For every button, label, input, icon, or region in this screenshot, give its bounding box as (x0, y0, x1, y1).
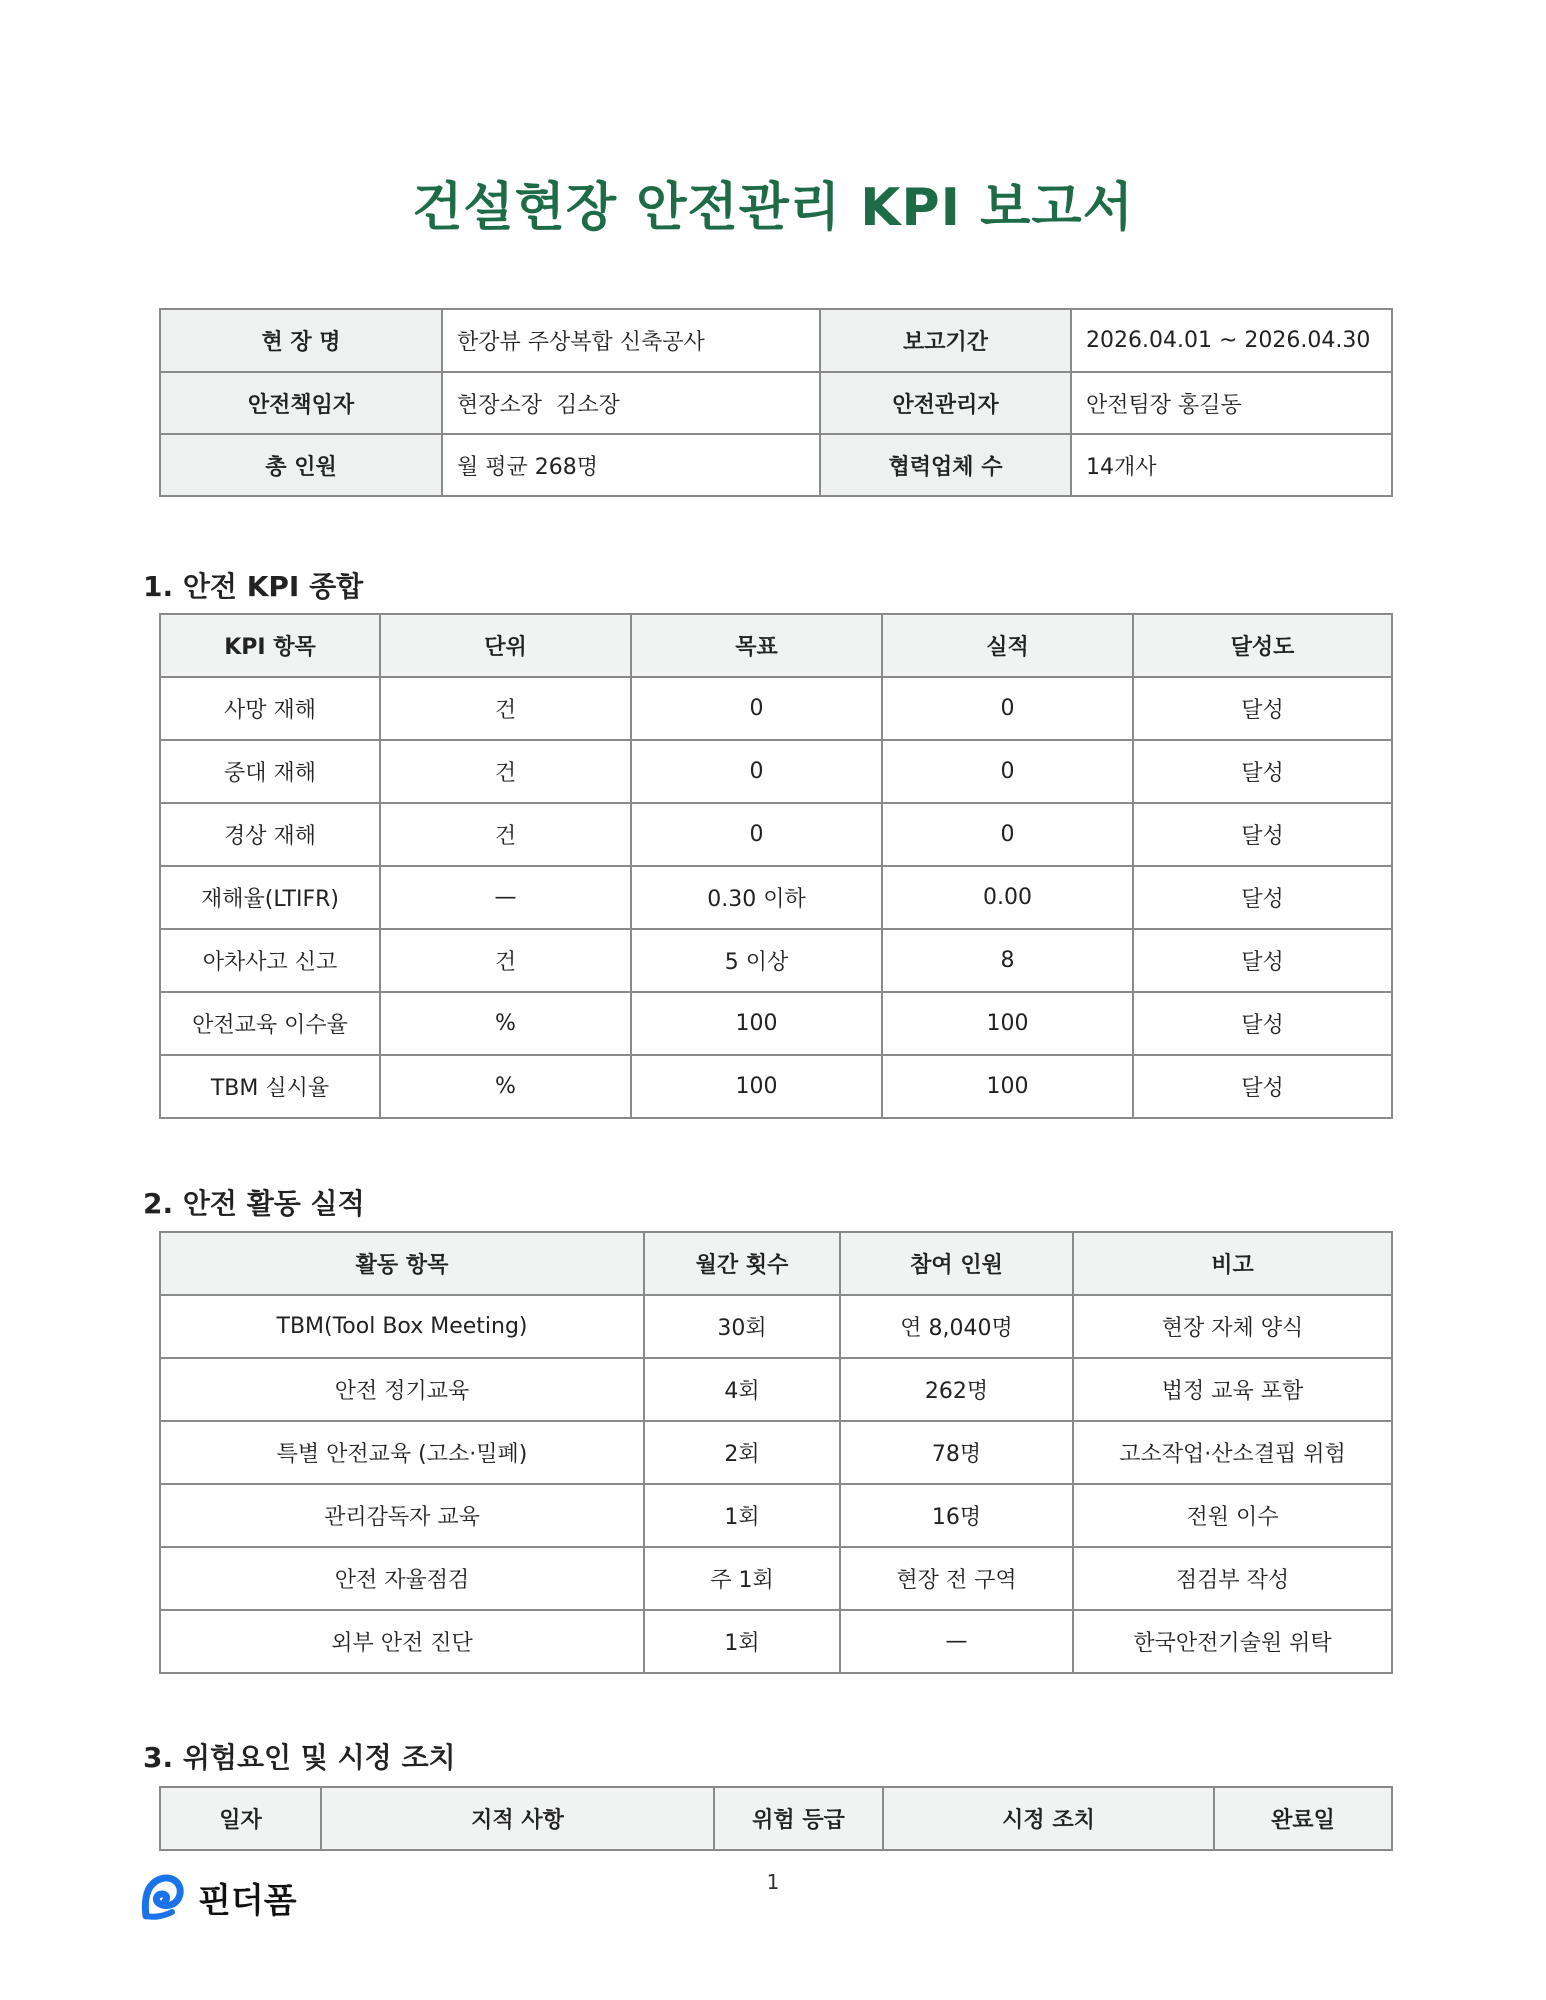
column-header: 단위 (380, 614, 631, 677)
info-label: 현 장 명 (160, 309, 442, 372)
table-cell: 현장 자체 양식 (1073, 1295, 1392, 1358)
table-cell: 4회 (644, 1358, 840, 1421)
table-row (160, 1484, 1392, 1547)
table-row (160, 1055, 1392, 1118)
column-header: 완료일 (1214, 1787, 1392, 1850)
table-cell: 100 (631, 1055, 882, 1118)
table-cell: 점검부 작성 (1073, 1547, 1392, 1610)
table-cell: 0 (882, 677, 1133, 740)
table-cell: 주 1회 (644, 1547, 840, 1610)
table-cell: 0 (631, 677, 882, 740)
table-cell: 8 (882, 929, 1133, 992)
brand-logo (140, 1872, 297, 1922)
table-cell: 건 (380, 803, 631, 866)
table-cell: 안전 정기교육 (160, 1358, 644, 1421)
table-cell: 재해율(LTIFR) (160, 866, 380, 929)
info-row (160, 434, 1392, 496)
brand-logo-icon (140, 1872, 186, 1922)
table-cell: 외부 안전 진단 (160, 1610, 644, 1673)
column-header: 참여 인원 (840, 1232, 1073, 1295)
column-header: 목표 (631, 614, 882, 677)
table-cell: 달성 (1133, 803, 1392, 866)
table-cell: 관리감독자 교육 (160, 1484, 644, 1547)
table-row (160, 866, 1392, 929)
table-cell: 100 (882, 992, 1133, 1055)
info-label: 안전관리자 (820, 372, 1071, 434)
table-row (160, 1421, 1392, 1484)
table-cell: 건 (380, 677, 631, 740)
table-cell: % (380, 992, 631, 1055)
table-cell: 달성 (1133, 929, 1392, 992)
table-cell: 16명 (840, 1484, 1073, 1547)
info-table (159, 308, 1393, 497)
column-header: 비고 (1073, 1232, 1392, 1295)
info-value: 월 평균 268명 (442, 434, 820, 496)
table-cell: 법정 교육 포함 (1073, 1358, 1392, 1421)
table-row (160, 1295, 1392, 1358)
table-cell: 100 (882, 1055, 1133, 1118)
table-cell: 262명 (840, 1358, 1073, 1421)
column-header: 월간 횟수 (644, 1232, 840, 1295)
table-cell: 달성 (1133, 677, 1392, 740)
table-row (160, 1610, 1392, 1673)
table-cell: TBM(Tool Box Meeting) (160, 1295, 644, 1358)
column-header: 활동 항목 (160, 1232, 644, 1295)
table-row (160, 740, 1392, 803)
table-cell: 5 이상 (631, 929, 882, 992)
hazard-table (159, 1786, 1393, 1851)
table-cell: 1회 (644, 1610, 840, 1673)
table-cell: 100 (631, 992, 882, 1055)
column-header: 달성도 (1133, 614, 1392, 677)
table-cell: — (380, 866, 631, 929)
table-cell: 78명 (840, 1421, 1073, 1484)
table-cell: 건 (380, 740, 631, 803)
table-cell: 고소작업·산소결핍 위험 (1073, 1421, 1392, 1484)
table-cell: 0 (631, 740, 882, 803)
table-cell: 달성 (1133, 992, 1392, 1055)
page-title: 건설현장 안전관리 KPI 보고서 (412, 178, 1134, 238)
info-value: 2026.04.01 ~ 2026.04.30 (1071, 309, 1392, 372)
table-cell: 안전 자율점검 (160, 1547, 644, 1610)
table-cell: 1회 (644, 1484, 840, 1547)
table-cell: 달성 (1133, 866, 1392, 929)
section-heading: 3. 위험요인 및 시정 조치 (143, 1741, 456, 1774)
table-header-row (160, 614, 1392, 677)
table-cell: 중대 재해 (160, 740, 380, 803)
column-header: 지적 사항 (321, 1787, 714, 1850)
info-row (160, 372, 1392, 434)
table-row (160, 677, 1392, 740)
info-label: 안전책임자 (160, 372, 442, 434)
kpi-table (159, 613, 1393, 1119)
table-row (160, 1358, 1392, 1421)
table-row (160, 803, 1392, 866)
info-value: 현장소장 김소장 (442, 372, 820, 434)
table-cell: 전원 이수 (1073, 1484, 1392, 1547)
table-cell: TBM 실시율 (160, 1055, 380, 1118)
section-heading: 2. 안전 활동 실적 (143, 1187, 365, 1220)
info-row (160, 309, 1392, 372)
table-cell: 달성 (1133, 1055, 1392, 1118)
column-header: 위험 등급 (714, 1787, 883, 1850)
table-cell: 2회 (644, 1421, 840, 1484)
table-cell: 경상 재해 (160, 803, 380, 866)
column-header: 실적 (882, 614, 1133, 677)
table-cell: 연 8,040명 (840, 1295, 1073, 1358)
table-cell: 달성 (1133, 740, 1392, 803)
info-label: 총 인원 (160, 434, 442, 496)
table-cell: 건 (380, 929, 631, 992)
section-heading: 1. 안전 KPI 종합 (143, 570, 364, 603)
info-label: 협력업체 수 (820, 434, 1071, 496)
table-cell: 안전교육 이수율 (160, 992, 380, 1055)
activity-table (159, 1231, 1393, 1674)
column-header: 시정 조치 (883, 1787, 1214, 1850)
table-cell: 0 (882, 740, 1133, 803)
table-cell: — (840, 1610, 1073, 1673)
column-header: 일자 (160, 1787, 321, 1850)
info-value: 안전팀장 홍길동 (1071, 372, 1392, 434)
table-header-row (160, 1787, 1392, 1850)
table-cell: 사망 재해 (160, 677, 380, 740)
table-cell: 아차사고 신고 (160, 929, 380, 992)
table-cell: 0.30 이하 (631, 866, 882, 929)
table-cell: 0 (882, 803, 1133, 866)
table-cell: 한국안전기술원 위탁 (1073, 1610, 1392, 1673)
info-value: 14개사 (1071, 434, 1392, 496)
info-label: 보고기간 (820, 309, 1071, 372)
table-cell: 0 (631, 803, 882, 866)
table-row (160, 1547, 1392, 1610)
table-header-row (160, 1232, 1392, 1295)
table-cell: % (380, 1055, 631, 1118)
table-row (160, 992, 1392, 1055)
table-cell: 0.00 (882, 866, 1133, 929)
table-cell: 현장 전 구역 (840, 1547, 1073, 1610)
table-cell: 특별 안전교육 (고소·밀폐) (160, 1421, 644, 1484)
info-value: 한강뷰 주상복합 신축공사 (442, 309, 820, 372)
table-row (160, 929, 1392, 992)
page-number: 1 (766, 1870, 780, 1894)
column-header: KPI 항목 (160, 614, 380, 677)
brand-logo-text: 핀더폼 (198, 1880, 297, 1921)
table-cell: 30회 (644, 1295, 840, 1358)
